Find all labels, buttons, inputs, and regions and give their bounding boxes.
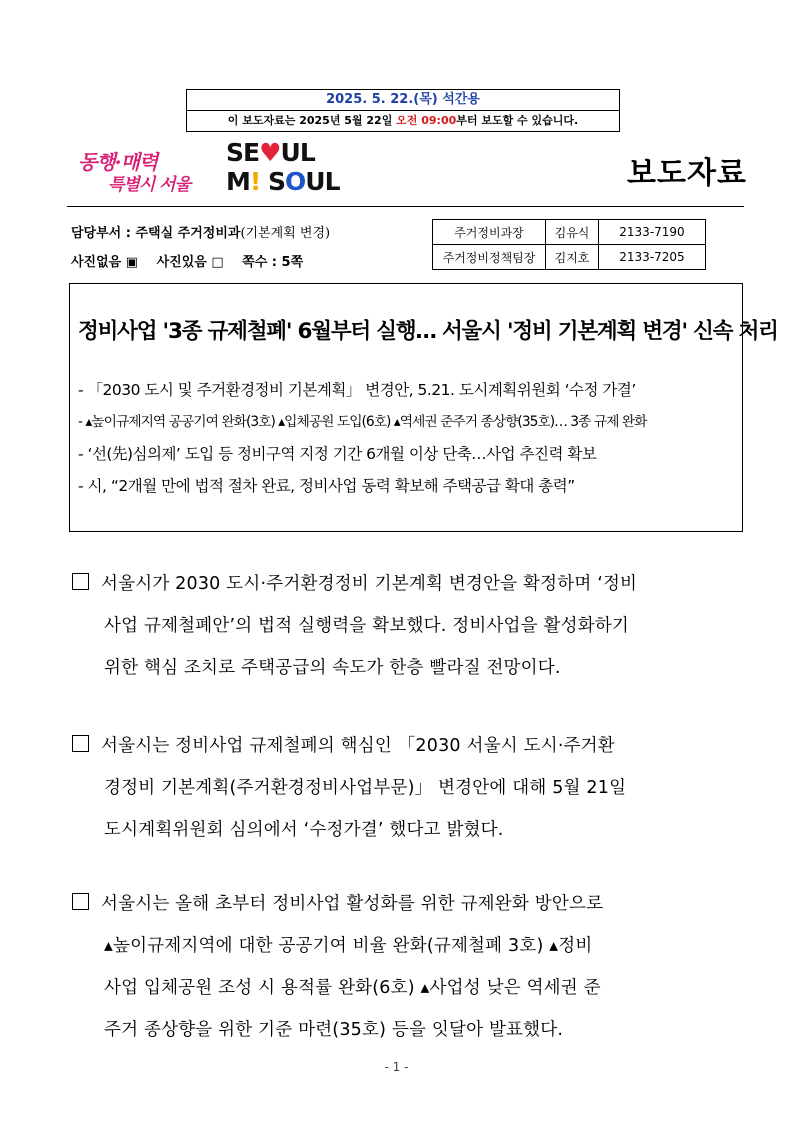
contact-table bbox=[432, 219, 706, 270]
logo-row-seoul: SE♥UL bbox=[226, 138, 315, 167]
paragraph-line: 서울시가 2030 도시·주거환경정비 기본계획 변경안을 확정하며 ‘정비 bbox=[72, 563, 744, 605]
paragraph-line: 주거 종상향을 위한 기준 마련(35호) 등을 잇달아 발표했다. bbox=[104, 1020, 564, 1040]
department-info bbox=[71, 222, 330, 241]
body-paragraph-3 bbox=[72, 883, 744, 1051]
photo-info bbox=[71, 251, 317, 270]
seoul-my-soul-logo bbox=[226, 138, 340, 202]
subheading-item: - 「2030 도시 및 주거환경정비 기본계획」 변경안, 5.21. 도시계획위원회 ‘수정 가결’ bbox=[78, 381, 636, 399]
embargo-note-pre: 이 보도자료는 2025년 5월 22일 bbox=[227, 114, 397, 127]
paragraph-line: 서울시는 올해 초부터 정비사업 활성화를 위한 규제완화 방안으로 bbox=[72, 883, 744, 925]
checkbox-bullet-icon bbox=[72, 893, 89, 910]
no-photo-check: 사진없음 ▣ bbox=[71, 255, 139, 270]
logo-row-mysoul: M! SOUL bbox=[226, 167, 340, 196]
embargo-date: 2025. 5. 22.(목) 석간용 bbox=[187, 90, 619, 111]
has-photo-check: 사진있음 □ bbox=[156, 255, 224, 270]
paragraph-line: 도시계획위원회 심의에서 ‘수정가결’ 했다고 밝혔다. bbox=[104, 820, 504, 840]
embargo-note-time: 오전 09:00 bbox=[396, 114, 457, 127]
slogan-line-1: 동행·매력 bbox=[78, 150, 158, 174]
checkbox-bullet-icon bbox=[72, 573, 89, 590]
contact-title: 주거정비과장 bbox=[433, 220, 546, 245]
contact-phone: 2133-7190 bbox=[599, 220, 706, 245]
paragraph-line: ▴높이규제지역에 대한 공공기여 비율 완화(규제철폐 3호) ▴정비 bbox=[104, 936, 593, 956]
contact-row bbox=[433, 220, 706, 245]
header-divider bbox=[67, 206, 744, 207]
contact-title: 주거정비정책팀장 bbox=[433, 245, 546, 270]
headline: 정비사업 '3종 규제철폐' 6월부터 실행… 서울시 '정비 기본계획 변경' 신속 처리 bbox=[78, 319, 778, 344]
contact-phone: 2133-7205 bbox=[599, 245, 706, 270]
subheading-item: - ‘선(先)심의제’ 도입 등 정비구역 지정 기간 6개월 이상 단축…사업 추진력 확보 bbox=[78, 445, 597, 463]
checkbox-bullet-icon bbox=[72, 735, 89, 752]
embargo-note-post: 부터 보도할 수 있습니다. bbox=[456, 114, 579, 127]
contact-row bbox=[433, 245, 706, 270]
paragraph-line: 서울시는 정비사업 규제철폐의 핵심인 「2030 서울시 도시·주거환 bbox=[72, 725, 744, 767]
subheading-item: - 시, “2개월 만에 법적 절차 완료, 정비사업 동력 확보해 주택공급 확대 총력” bbox=[78, 477, 575, 495]
subheading-item: - ▴높이규제지역 공공기여 완화(3호) ▴입체공원 도입(6호) ▴역세권 준주거 종상향(35호)… 3종 규제 완화 bbox=[78, 414, 647, 430]
contact-name: 김유식 bbox=[546, 220, 599, 245]
embargo-box bbox=[186, 89, 620, 132]
paragraph-line: 사업 규제철폐안’의 법적 실행력을 확보했다. 정비사업을 활성화하기 bbox=[104, 616, 630, 636]
slogan-line-2: 특별시 서울 bbox=[108, 175, 191, 195]
department-label: 담당부서 : 주택실 주거정비과 bbox=[71, 226, 241, 241]
paragraph-line: 사업 입체공원 조성 시 용적률 완화(6호) ▴사업성 낮은 역세권 준 bbox=[104, 978, 601, 998]
headline-box bbox=[69, 283, 778, 532]
paragraph-line: 위한 핵심 조치로 주택공급의 속도가 한층 빨라질 전망이다. bbox=[104, 658, 561, 678]
body-paragraph-1 bbox=[72, 563, 744, 689]
embargo-note bbox=[187, 111, 619, 131]
heart-icon: ♥ bbox=[259, 138, 281, 167]
page-count: 쪽수 : 5쪽 bbox=[242, 255, 304, 270]
body-paragraph-2 bbox=[72, 725, 744, 851]
contact-name: 김지호 bbox=[546, 245, 599, 270]
page-number: - 1 - bbox=[384, 1060, 409, 1074]
subheading-list bbox=[78, 374, 646, 502]
release-title: 보도자료 bbox=[627, 156, 747, 191]
department-note: (기본계획 변경) bbox=[240, 226, 331, 241]
paragraph-line: 경정비 기본계획(주거환경정비사업부문)」 변경안에 대해 5월 21일 bbox=[104, 778, 627, 798]
seoul-slogan-logo bbox=[78, 146, 218, 196]
